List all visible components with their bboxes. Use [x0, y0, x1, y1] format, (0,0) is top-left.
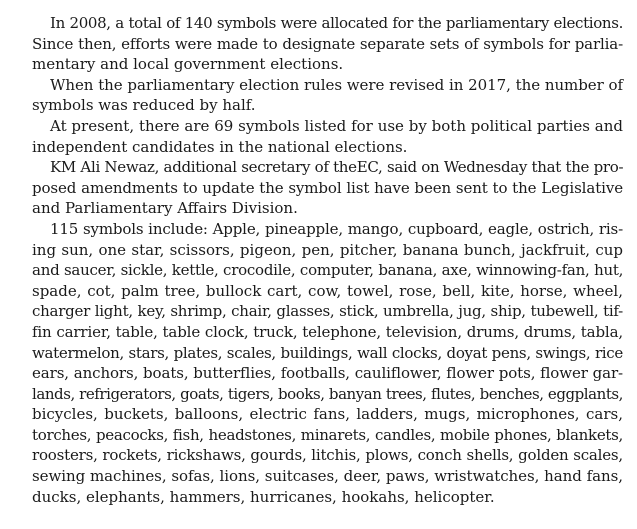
text-line: watermelon, stars, plates, scales, buildings, wall clocks, doyat pens, swings, rice	[32, 343, 623, 362]
text-line: Since then, efforts were made to designate separate sets of symbols for parlia-	[32, 34, 623, 53]
text-line: lands, refrigerators, goats, tigers, books, banyan trees, flutes, benches, eggplants,	[32, 384, 623, 403]
text-line: ing sun, one star, scissors, pigeon, pen, pitcher, banana bunch, jackfruit, cup	[32, 240, 623, 259]
text-line: posed amendments to update the symbol list have been sent to the Legislative	[32, 178, 623, 197]
text-line: symbols was reduced by half.	[32, 96, 256, 115]
text-line: roosters, rockets, rickshaws, gourds, litchis, plows, conch shells, golden scales,	[32, 446, 623, 465]
text-line: sewing machines, sofas, lions, suitcases, deer, paws, wristwatches, hand fans,	[32, 467, 623, 486]
paragraph-4	[14, 157, 623, 219]
text-line: 115 symbols include: Apple, pineapple, mango, cupboard, eagle, ostrich, ris-	[50, 219, 623, 238]
text-line: charger light, key, shrimp, chair, glasses, stick, umbrella, jug, ship, tubewell, tif-	[32, 302, 623, 321]
text-line: When the parliamentary election rules were revised in 2017, the number of	[50, 75, 623, 94]
text-line: KM Ali Newaz, additional secretary of theEC, said on Wednesday that the pro-	[50, 158, 624, 177]
text-line: fin carrier, table, table clock, truck, telephone, television, drums, drums, tabla,	[32, 322, 623, 341]
text-line: In 2008, a total of 140 symbols were allocated for the parliamentary elections.	[50, 14, 623, 32]
text-line: mentary and local government elections.	[32, 55, 344, 74]
text-line: ears, anchors, boats, butterflies, footballs, cauliflower, flower pots, flower gar-	[32, 364, 623, 383]
paragraph-1	[14, 13, 623, 75]
paragraph-2	[14, 75, 623, 116]
text-line: torches, peacocks, fish, headstones, minarets, candles, mobile phones, blankets,	[32, 425, 623, 444]
text-line: At present, there are 69 symbols listed for use by both political parties and	[50, 116, 623, 135]
text-line: independent candidates in the national elections.	[32, 137, 408, 156]
paragraph-3	[14, 116, 623, 157]
text-line: and saucer, sickle, kettle, crocodile, computer, banana, axe, winnowing-fan, hut,	[32, 261, 624, 280]
text-line: spade, cot, palm tree, bullock cart, cow, towel, rose, bell, kite, horse, wheel,	[32, 281, 623, 300]
text-line: ducks, elephants, hammers, hurricanes, hookahs, helicopter.	[32, 487, 495, 506]
paragraph-5-symbol-list	[14, 219, 623, 507]
text-line: and Parliamentary Affairs Division.	[32, 199, 298, 218]
article-body	[14, 13, 623, 507]
text-line: bicycles, buckets, balloons, electric fans, ladders, mugs, microphones, cars,	[32, 405, 623, 424]
